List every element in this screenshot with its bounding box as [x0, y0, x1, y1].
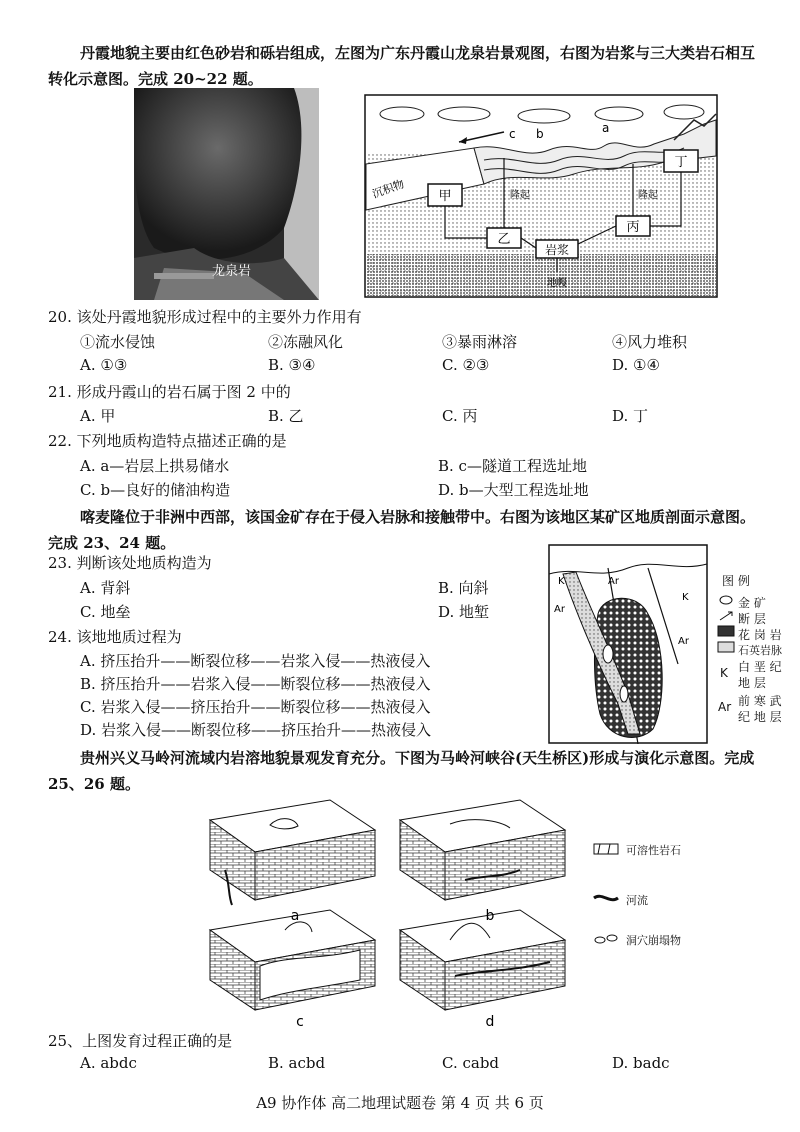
box-jia: 甲: [438, 189, 452, 204]
q23-option-b[interactable]: B. 向斜: [438, 579, 489, 597]
granite-icon: [718, 626, 734, 636]
cave-collapse-icon: [595, 935, 617, 943]
page-footer: A9 协作体 高二地理试题卷 第 4 页 共 6 页: [256, 1094, 544, 1112]
q20-option-d[interactable]: D. ①④: [612, 356, 660, 374]
q24-option-d[interactable]: D. 岩浆入侵——断裂位移——挤压抬升——热液侵入: [80, 721, 432, 739]
label-a: a: [602, 121, 610, 135]
danxia-photo: [134, 88, 319, 300]
karst-evolution-diagram: [200, 790, 590, 1030]
q20-item-1: ①流水侵蚀: [80, 333, 156, 351]
legend-cave-collapse: 洞穴崩塌物: [626, 934, 681, 947]
q23-option-a[interactable]: A. 背斜: [80, 579, 131, 597]
q21-option-a[interactable]: A. 甲: [80, 407, 116, 425]
q25-option-c[interactable]: C. cabd: [442, 1054, 500, 1072]
legend-soluble-rock: 可溶性岩石: [626, 844, 681, 857]
legend-cretaceous-2: 地 层: [738, 676, 766, 690]
q24-option-c[interactable]: C. 岩浆入侵——挤压抬升——断裂位移——热液侵入: [80, 698, 431, 716]
q20-stem: 20. 该处丹霞地貌形成过程中的主要外力作用有: [48, 308, 362, 326]
q23-option-d[interactable]: D. 地堑: [438, 603, 490, 621]
legend-precambrian-2: 纪 地 层: [738, 710, 782, 724]
q22-stem: 22. 下列地质构造特点描述正确的是: [48, 432, 287, 450]
q21-option-d[interactable]: D. 丁: [612, 407, 649, 425]
block-label-c: c: [296, 1014, 304, 1030]
q25-stem: 25、上图发育过程正确的是: [48, 1032, 233, 1050]
q20-item-2: ②冻融风化: [268, 333, 344, 351]
q25-option-a[interactable]: A. abdc: [80, 1054, 137, 1072]
q20-item-4: ④风力堆积: [612, 333, 688, 351]
q21-option-b[interactable]: B. 乙: [268, 407, 304, 425]
quartz-icon: [718, 642, 734, 652]
legend-fault: 断 层: [738, 612, 766, 626]
q24-option-a[interactable]: A. 挤压抬升——断裂位移——岩浆入侵——热液侵入: [80, 652, 431, 670]
legend-gold: 金 矿: [738, 596, 766, 610]
q20-option-b[interactable]: B. ③④: [268, 356, 316, 374]
q20-option-c[interactable]: C. ②③: [442, 356, 490, 374]
rock-cycle-diagram: [364, 94, 718, 298]
block-c: [210, 910, 375, 1010]
box-yi: 乙: [497, 232, 511, 247]
geology-legend: [716, 572, 796, 742]
uplift-1: 隆起: [510, 190, 530, 201]
mantle-label: 地幔: [547, 278, 567, 289]
q24-option-b[interactable]: B. 挤压抬升——岩浆入侵——断裂位移——热液侵入: [80, 675, 431, 693]
box-magma: 岩浆: [544, 243, 570, 257]
uplift-2: 隆起: [638, 190, 658, 201]
legend-title: 图 例: [722, 574, 750, 588]
section-ar-right: Ar: [678, 636, 689, 647]
block-d: [400, 910, 565, 1010]
q21-option-c[interactable]: C. 丙: [442, 407, 478, 425]
box-ding: 丁: [674, 155, 688, 170]
section-k-left: K: [558, 576, 565, 587]
q25-option-d[interactable]: D. badc: [612, 1054, 670, 1072]
soluble-rock-icon: [594, 844, 618, 854]
legend-precambrian-1: 前 寒 武: [738, 694, 782, 708]
sediment-label: 沉积物: [370, 177, 407, 201]
block-label-a: a: [290, 908, 300, 924]
block-a: [210, 800, 375, 905]
q24-stem: 24. 该地地质过程为: [48, 628, 182, 646]
intro-20-22: 丹霞地貌主要由红色砂岩和砾岩组成，左图为广东丹霞山龙泉岩景观图，右图为岩浆与三大类岩石相互转化示意图。完成 20~22 题。: [48, 44, 756, 88]
q20-item-3: ③暴雨淋溶: [442, 333, 518, 351]
block-label-b: b: [485, 908, 495, 924]
section-k-right: K: [682, 592, 689, 603]
block-label-d: d: [485, 1014, 495, 1030]
q22-option-a[interactable]: A. a—岩层上拱易储水: [80, 457, 230, 475]
intro-23-24: 喀麦隆位于非洲中西部，该国金矿存在于侵入岩脉和接触带中。右图为该地区某矿区地质剖面示意图。完成 23、24 题。: [48, 508, 756, 552]
q23-stem: 23. 判断该处地质构造为: [48, 554, 212, 572]
legend-granite: 花 岗 岩: [738, 628, 782, 642]
label-b: b: [536, 127, 544, 141]
gold-icon: [720, 596, 732, 604]
photo-label: 龙泉岩: [212, 264, 252, 279]
q23-option-c[interactable]: C. 地垒: [80, 603, 131, 621]
q22-option-c[interactable]: C. b—良好的储油构造: [80, 481, 231, 499]
label-c: c: [509, 127, 516, 141]
box-bing: 丙: [626, 220, 640, 235]
river-icon: [594, 896, 618, 899]
q21-stem: 21. 形成丹霞山的岩石属于图 2 中的: [48, 383, 291, 401]
intro-25-26: 贵州兴义马岭河流域内岩溶地貌景观发育充分。下图为马岭河峡谷(天生桥区)形成与演化示意图。完成 25、26 题。: [48, 749, 755, 793]
section-ar-top: Ar: [608, 576, 619, 587]
karst-legend: [592, 840, 712, 950]
section-ar-left: Ar: [554, 604, 565, 615]
q22-option-d[interactable]: D. b—大型工程选址地: [438, 481, 589, 499]
legend-k: K: [720, 666, 728, 680]
legend-river: 河流: [626, 894, 648, 907]
legend-ar: Ar: [718, 700, 732, 714]
legend-quartz: 石英岩脉: [738, 644, 782, 657]
geology-section: [548, 544, 708, 744]
q20-option-a[interactable]: A. ①③: [80, 356, 128, 374]
block-b: [400, 800, 565, 900]
legend-cretaceous-1: 白 垩 纪: [738, 660, 782, 674]
fault-icon: [720, 612, 732, 620]
q25-option-b[interactable]: B. acbd: [268, 1054, 326, 1072]
q22-option-b[interactable]: B. c—隧道工程选址地: [438, 457, 587, 475]
